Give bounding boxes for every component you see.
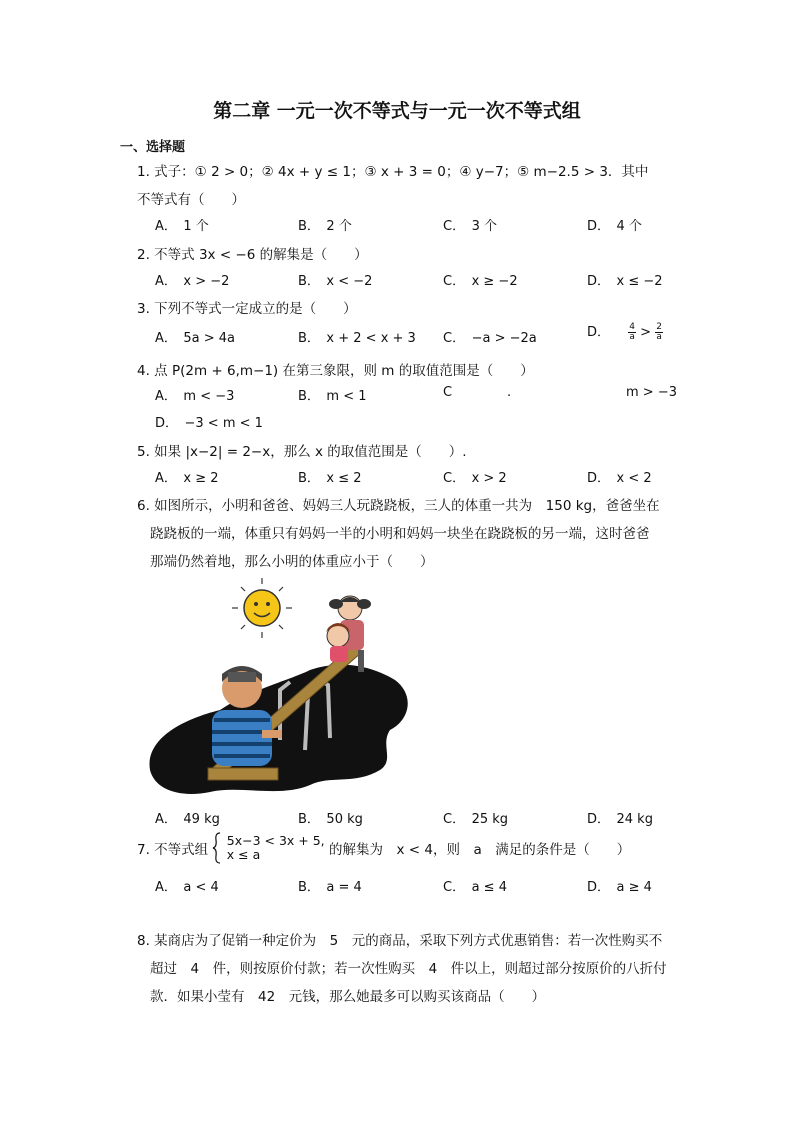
q4-stem: 4. 点 P(2m + 6,m−1) 在第三象限，则 m 的取值范围是（ ） (137, 363, 534, 379)
seesaw-seat (208, 768, 278, 780)
q5-option-a: A． x ≥ 2 (155, 471, 219, 486)
fraction-numerator: 2 (656, 322, 662, 332)
fraction-operator: > (640, 325, 652, 340)
q2-option-c: C． x ≥ −2 (443, 274, 518, 289)
q3-option-b: B． x + 2 < x + 3 (298, 331, 416, 346)
q1-option-a: A． 1 个 (155, 219, 209, 234)
q1-option-b: B． 2 个 (298, 219, 352, 234)
q4-option-c-dot: . (507, 385, 512, 400)
fraction-denominator: a (629, 332, 635, 342)
q1-option-d: D． 4 个 (587, 219, 642, 234)
q7-option-a: A． a < 4 (155, 880, 219, 895)
q4-option-b: B． m < 1 (298, 389, 367, 404)
q1-stem-line1: 1. 式子：① 2 > 0；② 4x + y ≤ 1；③ x + 3 = 0；④ y−7；⑤ m−2.5 > 3．其中 (137, 164, 649, 180)
q2-stem: 2. 不等式 3x < −6 的解集是（ ） (137, 247, 368, 263)
fraction-denominator: a (656, 332, 662, 342)
q2-option-a: A． x > −2 (155, 274, 230, 289)
q3-stem: 3. 下列不等式一定成立的是（ ） (137, 301, 357, 317)
q2-option-b: B． x < −2 (298, 274, 373, 289)
q1-stem-line2: 不等式有（ ） (137, 192, 245, 208)
q2-option-d: D． x ≤ −2 (587, 274, 663, 289)
q1-option-c: C． 3 个 (443, 219, 497, 234)
q7-option-b: B． a = 4 (298, 880, 362, 895)
q3-option-c: C． −a > −2a (443, 331, 537, 346)
q6-option-a: A． 49 kg (155, 812, 220, 827)
q7-stem-prefix: 7. 不等式组 (137, 842, 209, 858)
q7-stem-suffix: 的解集为 x < 4，则 a 满足的条件是（ ） (328, 842, 631, 858)
q7-inequality-system (227, 834, 325, 862)
q8-stem-line1: 8. 某商店为了促销一种定价为 5 元的商品，采取下列方式优惠销售：若一次性购买不 (137, 933, 663, 949)
q8-stem-line2: 超过 4 件，则按原价付款；若一次性购买 4 件以上，则超过部分按原价的八折付 (150, 961, 667, 977)
q7-inequality-2: x ≤ a (226, 847, 261, 862)
q4-option-c: C (443, 385, 453, 400)
q6-option-b: B． 50 kg (298, 812, 363, 827)
q8-stem-line3: 款．如果小莹有 42 元钱，那么她最多可以购买该商品（ ） (150, 989, 546, 1005)
child-figure (326, 623, 350, 662)
q6-option-d: D． 24 kg (587, 812, 653, 827)
q5-option-d: D． x < 2 (587, 471, 652, 486)
page-title: 第二章 一元一次不等式与一元一次不等式组 (213, 100, 581, 122)
q3-option-d-fraction-1 (628, 323, 636, 342)
q7-option-d: D． a ≥ 4 (587, 880, 652, 895)
q3-option-a: A． 5a > 4a (155, 331, 236, 346)
seesaw-illustration (140, 570, 420, 800)
q6-stem-line1: 6. 如图所示，小明和爸爸、妈妈三人玩跷跷板，三人的体重一共为 150 kg，爸爸坐在 (137, 498, 660, 514)
q3-option-d (587, 321, 663, 342)
q6-stem-line2: 跷跷板的一端，体重只有妈妈一半的小明和妈妈一块坐在跷跷板的另一端，这时爸爸 (150, 526, 650, 542)
q4-option-d: D． −3 < m < 1 (155, 416, 263, 431)
q3-option-d-label: D． (587, 325, 611, 340)
fraction-numerator: 4 (629, 322, 636, 332)
q5-option-c: C． x > 2 (443, 471, 507, 486)
q5-option-b: B． x ≤ 2 (298, 471, 362, 486)
brace-icon (212, 832, 222, 864)
sun-icon (232, 578, 292, 638)
q4-option-a: A． m < −3 (155, 389, 235, 404)
q6-stem-line3: 那端仍然着地，那么小明的体重应小于（ ） (150, 554, 434, 570)
q7-inequality-1: 5x−3 < 3x + 5, (226, 833, 325, 848)
q7-option-c: C． a ≤ 4 (443, 880, 507, 895)
q4-option-c-value: m > −3 (626, 385, 677, 400)
q3-option-d-fraction-2 (655, 323, 663, 342)
q7-stem (137, 832, 630, 864)
q6-option-c: C． 25 kg (443, 812, 509, 827)
q5-stem: 5. 如果 |x−2| = 2−x，那么 x 的取值范围是（ ）. (137, 444, 467, 460)
section-heading: 一、选择题 (120, 140, 186, 155)
